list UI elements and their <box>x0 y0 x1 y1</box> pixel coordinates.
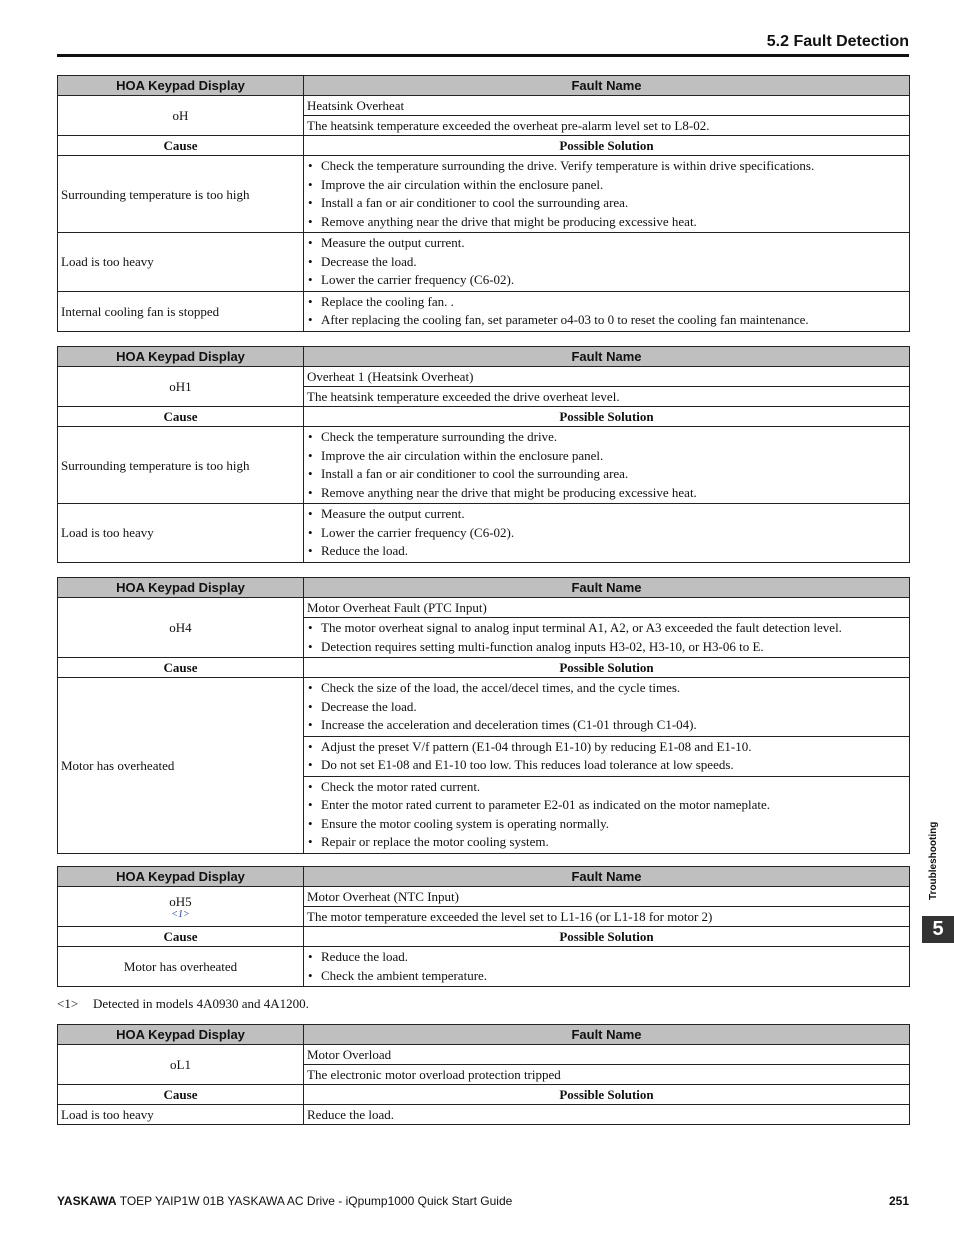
fault-col-header: Fault Name <box>304 76 910 96</box>
cause-col-header: Cause <box>58 407 304 427</box>
keypad-code: oH1 <box>58 367 304 407</box>
chapter-side-label: Troubleshooting <box>928 821 939 900</box>
keypad-col-header: HOA Keypad Display <box>58 347 304 367</box>
list-item: • Lower the carrier frequency (C6-02). <box>307 524 906 543</box>
fault-table-oh1 <box>57 346 910 563</box>
table-row <box>58 427 910 504</box>
fault-table-oh4 <box>57 577 910 854</box>
cause-col-header: Cause <box>58 136 304 156</box>
list-item: • Ensure the motor cooling system is operating normally. <box>307 815 906 834</box>
fault-col-header: Fault Name <box>304 347 910 367</box>
cause-cell: Load is too heavy <box>58 1105 304 1125</box>
fault-name: Overheat 1 (Heatsink Overheat) <box>304 367 910 387</box>
table-row <box>58 233 910 292</box>
solution-cell <box>304 156 910 233</box>
list-item: • Repair or replace the motor cooling system. <box>307 833 906 852</box>
solution-col-header: Possible Solution <box>304 407 910 427</box>
fault-description: The motor temperature exceeded the level set to L1-16 (or L1-18 for motor 2) <box>304 907 910 927</box>
fault-description: The heatsink temperature exceeded the overheat pre-alarm level set to L8-02. <box>304 116 910 136</box>
list-item: • The motor overheat signal to analog input terminal A1, A2, or A3 exceeded the fault detection level. <box>307 619 906 638</box>
list-item: • Reduce the load. <box>307 542 906 561</box>
list-item: • Measure the output current. <box>307 505 906 524</box>
fault-description: The heatsink temperature exceeded the drive overheat level. <box>304 387 910 407</box>
table-row <box>58 291 910 331</box>
keypad-code: oL1 <box>58 1045 304 1085</box>
cause-cell: Surrounding temperature is too high <box>58 427 304 504</box>
section-title: 5.2 Fault Detection <box>766 33 909 50</box>
cause-col-header: Cause <box>58 1085 304 1105</box>
table-row <box>58 504 910 563</box>
footnote-ref-link[interactable]: <1> <box>171 909 190 920</box>
fault-col-header: Fault Name <box>304 578 910 598</box>
solution-cell <box>304 233 910 292</box>
page-number: 251 <box>888 1194 909 1208</box>
cause-cell: Motor has overheated <box>58 947 304 987</box>
list-item: • Detection requires setting multi-function analog inputs H3-02, H3-10, or H3-06 to E. <box>307 638 906 657</box>
fault-col-header: Fault Name <box>304 1025 910 1045</box>
solution-col-header: Possible Solution <box>304 1085 910 1105</box>
keypad-code-cell <box>58 887 304 927</box>
cause-col-header: Cause <box>58 658 304 678</box>
solution-cell <box>304 776 910 853</box>
footer-doc <box>57 1194 512 1208</box>
footnote-text: Detected in models 4A0930 and 4A1200. <box>93 996 309 1011</box>
keypad-col-header: HOA Keypad Display <box>58 578 304 598</box>
list-item: • Do not set E1-08 and E1-10 too low. This reduces load tolerance at low speeds. <box>307 756 906 775</box>
footnote-marker: <1> <box>57 996 79 1011</box>
solution-col-header: Possible Solution <box>304 927 910 947</box>
table-row <box>58 156 910 233</box>
cause-cell: Load is too heavy <box>58 504 304 563</box>
fault-table-oh <box>57 75 910 332</box>
footnote <box>57 996 309 1012</box>
keypad-col-header: HOA Keypad Display <box>58 1025 304 1045</box>
keypad-code: oH4 <box>58 598 304 658</box>
footer-brand: YASKAWA <box>57 1194 117 1208</box>
solution-cell <box>304 736 910 776</box>
solution-col-header: Possible Solution <box>304 658 910 678</box>
fault-name: Heatsink Overheat <box>304 96 910 116</box>
list-item: • Check the temperature surrounding the drive. Verify temperature is within drive specifications. <box>307 157 906 176</box>
cause-cell: Internal cooling fan is stopped <box>58 291 304 331</box>
cause-cell: Surrounding temperature is too high <box>58 156 304 233</box>
fault-name: Motor Overload <box>304 1045 910 1065</box>
solution-cell: Reduce the load. <box>304 1105 910 1125</box>
fault-table-ol1 <box>57 1024 910 1125</box>
table-row <box>58 947 910 987</box>
list-item: • Improve the air circulation within the enclosure panel. <box>307 176 906 195</box>
keypad-code: oH5 <box>169 894 192 909</box>
table-row <box>58 678 910 737</box>
list-item: • Decrease the load. <box>307 698 906 717</box>
keypad-col-header: HOA Keypad Display <box>58 867 304 887</box>
list-item: • Measure the output current. <box>307 234 906 253</box>
list-item: • Enter the motor rated current to parameter E2-01 as indicated on the motor nameplate. <box>307 796 906 815</box>
list-item: • Lower the carrier frequency (C6-02). <box>307 271 906 290</box>
fault-description <box>304 618 910 658</box>
list-item: • Check the ambient temperature. <box>307 967 906 986</box>
cause-cell: Motor has overheated <box>58 678 304 854</box>
list-item: • Remove anything near the drive that might be producing excessive heat. <box>307 213 906 232</box>
cause-col-header: Cause <box>58 927 304 947</box>
fault-description: The electronic motor overload protection tripped <box>304 1065 910 1085</box>
list-item: • Adjust the preset V/f pattern (E1-04 through E1-10) by reducing E1-08 and E1-10. <box>307 738 906 757</box>
solution-cell <box>304 427 910 504</box>
list-item: • Remove anything near the drive that might be producing excessive heat. <box>307 484 906 503</box>
list-item: • Check the size of the load, the accel/decel times, and the cycle times. <box>307 679 906 698</box>
keypad-col-header: HOA Keypad Display <box>58 76 304 96</box>
list-item: • Install a fan or air conditioner to cool the surrounding area. <box>307 465 906 484</box>
footer-doc-title: TOEP YAIP1W 01B YASKAWA AC Drive - iQpump1000 Quick Start Guide <box>119 1194 513 1208</box>
list-item: • Reduce the load. <box>307 948 906 967</box>
list-item: • Decrease the load. <box>307 253 906 272</box>
chapter-tab[interactable]: 5 <box>922 916 954 943</box>
header-rule <box>57 54 909 57</box>
solution-cell <box>304 291 910 331</box>
fault-name: Motor Overheat (NTC Input) <box>304 887 910 907</box>
fault-name: Motor Overheat Fault (PTC Input) <box>304 598 910 618</box>
list-item: • Check the temperature surrounding the drive. <box>307 428 906 447</box>
fault-table-oh5 <box>57 866 910 987</box>
list-item: • Replace the cooling fan. . <box>307 293 906 312</box>
list-item: • Improve the air circulation within the enclosure panel. <box>307 447 906 466</box>
list-item: • Install a fan or air conditioner to cool the surrounding area. <box>307 194 906 213</box>
solution-cell <box>304 678 910 737</box>
list-item: • Increase the acceleration and deceleration times (C1-01 through C1-04). <box>307 716 906 735</box>
list-item: • Check the motor rated current. <box>307 778 906 797</box>
solution-cell <box>304 504 910 563</box>
keypad-code: oH <box>58 96 304 136</box>
solution-col-header: Possible Solution <box>304 136 910 156</box>
table-row <box>58 1105 910 1125</box>
cause-cell: Load is too heavy <box>58 233 304 292</box>
list-item: • After replacing the cooling fan, set parameter o4-03 to 0 to reset the cooling fan maintenance. <box>307 311 906 330</box>
fault-col-header: Fault Name <box>304 867 910 887</box>
solution-cell <box>304 947 910 987</box>
